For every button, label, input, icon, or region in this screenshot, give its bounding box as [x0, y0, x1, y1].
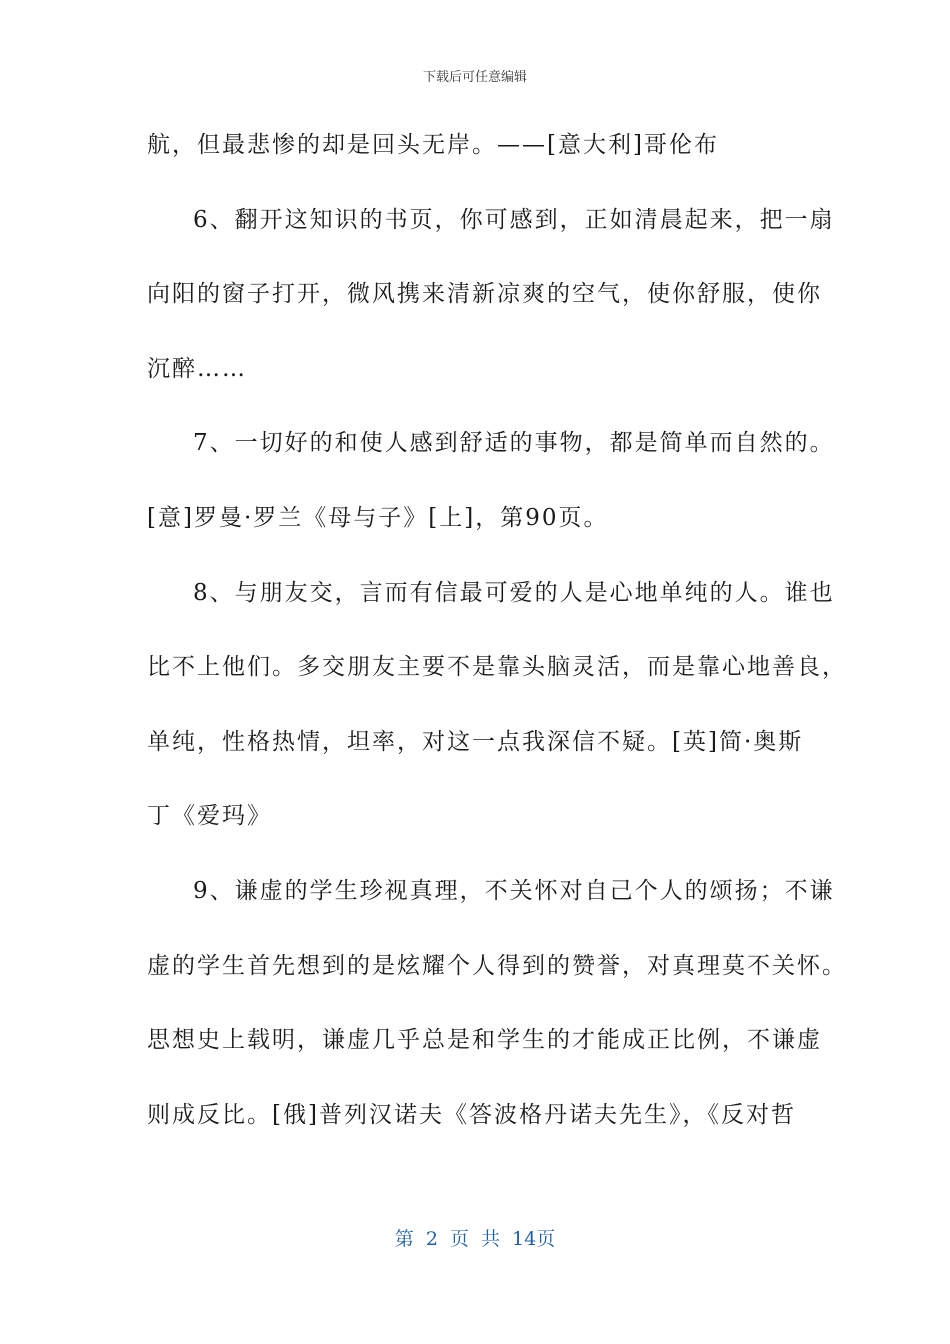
text-line: 向阳的窗子打开，微风携来清新凉爽的空气，使你舒服，使你	[147, 281, 822, 308]
text-line: 丁《爱玛》	[147, 803, 272, 830]
document-body	[147, 120, 847, 1164]
text-line: 8、与朋友交，言而有信最可爱的人是心地单纯的人。谁也	[193, 579, 835, 606]
text-line: 比不上他们。多交朋友主要不是靠头脑灵活，而是靠心地善良，	[147, 654, 847, 681]
text-line: 9、谦虚的学生珍视真理，不关怀对自己个人的颂扬；不谦	[193, 877, 835, 904]
text-line: 则成反比。[俄]普列汉诺夫《答波格丹诺夫先生》，《反对哲	[147, 1101, 796, 1128]
text-line: 沉醉……	[147, 355, 247, 382]
text-line: 虚的学生首先想到的是炫耀个人得到的赞誉，对真理莫不关怀。	[147, 952, 847, 979]
text-line: 6、翻开这知识的书页，你可感到，正如清晨起来，把一扇	[193, 206, 835, 233]
text-line: 思想史上载明，谦虚几乎总是和学生的才能成正比例，不谦虚	[147, 1027, 822, 1054]
text-line: [意]罗曼·罗兰《母与子》[上]，第90页。	[147, 504, 609, 531]
page-number: 第 2 页 共 14页	[394, 1228, 556, 1250]
page-header: 下载后可任意编辑	[422, 70, 527, 85]
text-line: 航，但最悲惨的却是回头无岸。——[意大利]哥伦布	[147, 132, 719, 158]
text-line: 7、一切好的和使人感到舒适的事物，都是简单而自然的。	[193, 430, 835, 457]
text-line: 单纯，性格热情，坦率，对这一点我深信不疑。[英]简·奥斯	[147, 728, 804, 755]
